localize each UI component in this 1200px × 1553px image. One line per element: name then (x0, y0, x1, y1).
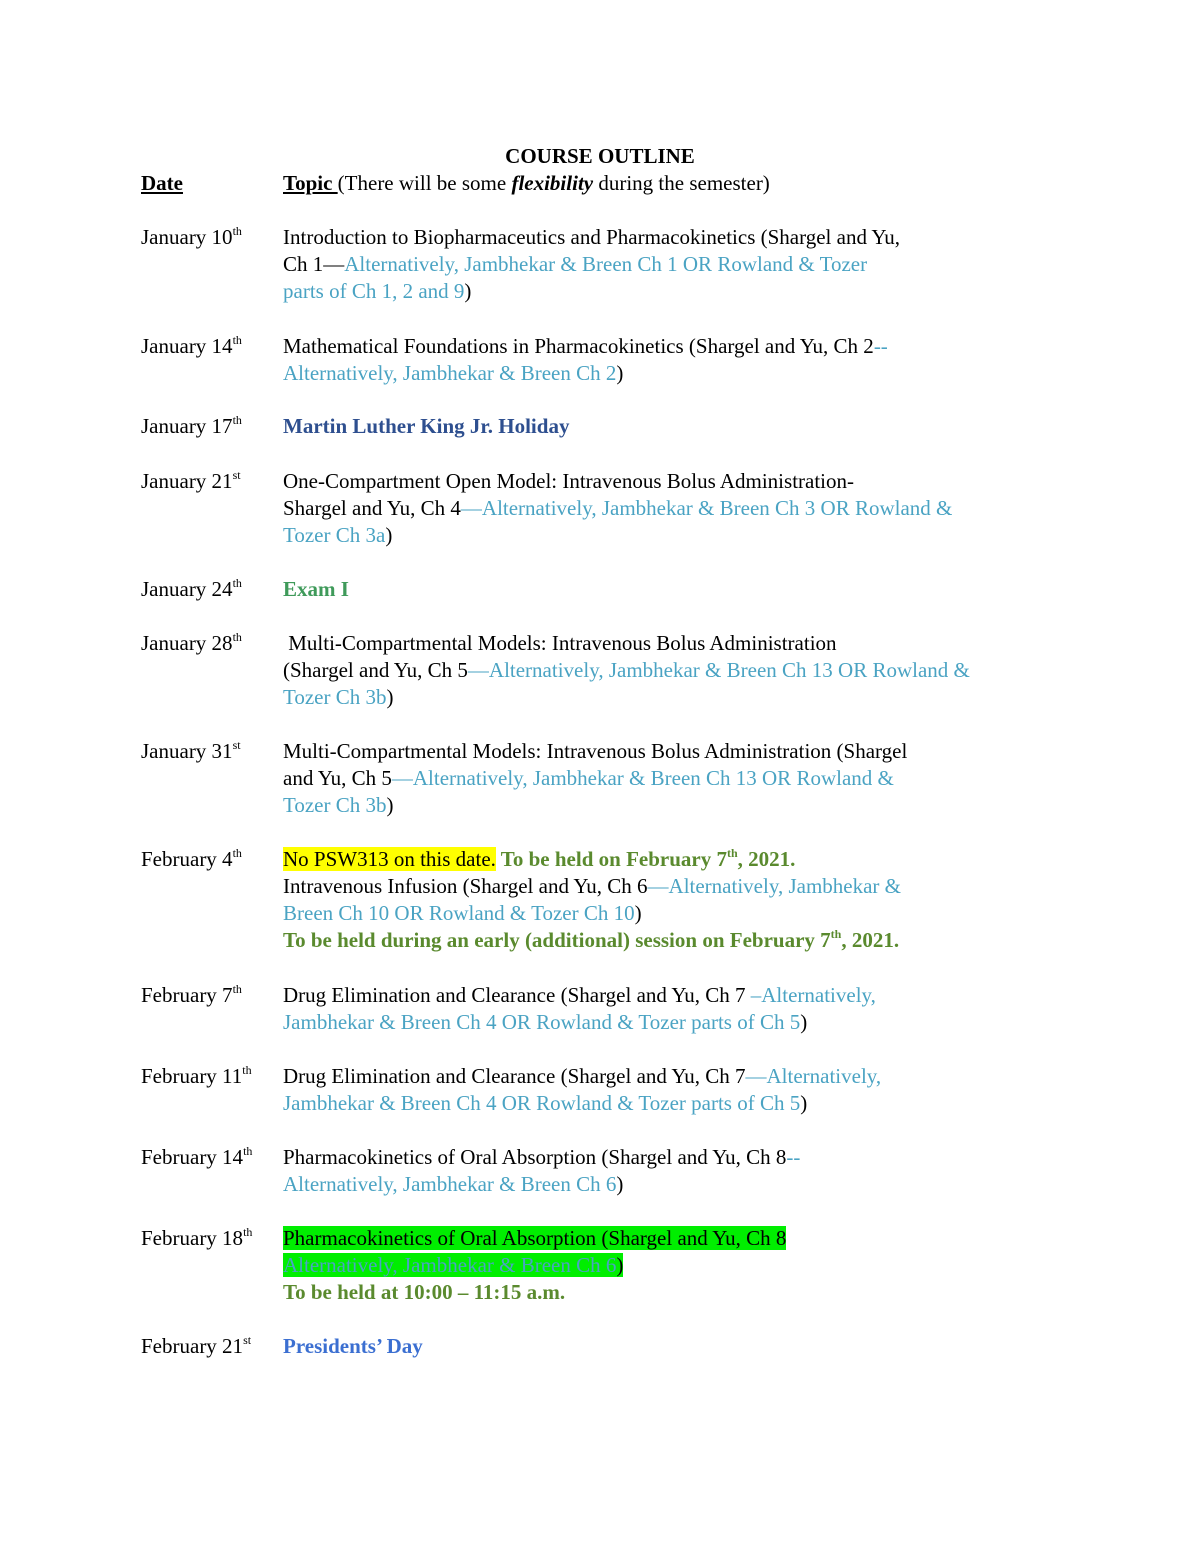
flexibility-note-open: (There will be some (337, 171, 512, 195)
date-column-header: Date (141, 171, 183, 195)
entry-date: February 7th (141, 982, 242, 1007)
entry-date: January 24th (141, 576, 242, 601)
topic-label: Topic (283, 171, 338, 195)
entry-topic: Multi-Compartmental Models: Intravenous Bolus Administration (Shargel and Yu, Ch 5—Alternatively, Jambhekar & Breen Ch 13 OR Rowland & Tozer Ch 3b) (283, 631, 970, 709)
page-title: COURSE OUTLINE (505, 144, 695, 168)
topic-column-header (283, 169, 770, 197)
time-note: To be held at 10:00 – 11:15 a.m. (283, 1280, 566, 1304)
entry-topic: Drug Elimination and Clearance (Shargel and Yu, Ch 7—Alternatively, Jambhekar & Breen Ch 4 OR Rowland & Tozer parts of Ch 5) (283, 1064, 882, 1115)
entry-topic: One-Compartment Open Model: Intravenous Bolus Administration- Shargel and Yu, Ch 4—Alternatively, Jambhekar & Breen Ch 3 OR Rowland & Tozer Ch 3a) (283, 469, 953, 547)
entry-topic (283, 1333, 1083, 1360)
entry-date: January 31st (141, 738, 241, 763)
exam-label: Exam I (283, 577, 349, 601)
cancellation-notice: No PSW313 on this date. (283, 847, 496, 871)
entry-topic: Introduction to Biopharmaceutics and Pharmacokinetics (Shargel and Yu, Ch 1—Alternatively, Jambhekar & Breen Ch 1 OR Rowland & Tozer parts of Ch 1, 2 and 9) (283, 225, 901, 303)
entry-topic (283, 576, 1083, 603)
entry-date: February 14th (141, 1144, 253, 1169)
entry-topic: Drug Elimination and Clearance (Shargel and Yu, Ch 7 –Alternatively, Jambhekar & Breen Ch 4 OR Rowland & Tozer parts of Ch 5) (283, 983, 876, 1034)
entry-date: January 21st (141, 468, 241, 493)
entry-date: January 10th (141, 224, 242, 249)
mlk-holiday-label: Martin Luther King Jr. Holiday (283, 414, 570, 438)
entry-date: February 11th (141, 1063, 252, 1088)
flexibility-note-emphasis: flexibility (511, 171, 594, 195)
entry-date: February 18th (141, 1225, 253, 1250)
entry-date: February 4th (141, 846, 242, 871)
entry-topic (283, 413, 1083, 440)
entry-date: January 28th (141, 630, 242, 655)
presidents-day-label: Presidents’ Day (283, 1334, 423, 1358)
entry-topic: Multi-Compartmental Models: Intravenous Bolus Administration (Shargel and Yu, Ch 5—Alternatively, Jambhekar & Breen Ch 13 OR Rowland & Tozer Ch 3b) (283, 739, 908, 817)
entry-date: January 17th (141, 413, 242, 438)
entry-date: January 14th (141, 333, 242, 358)
entry-date: February 21st (141, 1333, 252, 1358)
entry-topic: Pharmacokinetics of Oral Absorption (Shargel and Yu, Ch 8 Alternatively, Jambhekar & Breen Ch 6) To be held at 10:00 – 11:15 a.m. (283, 1225, 1083, 1306)
entry-topic: Pharmacokinetics of Oral Absorption (Shargel and Yu, Ch 8-- Alternatively, Jambhekar & Breen Ch 6) (283, 1145, 801, 1196)
entry-topic: Mathematical Foundations in Pharmacokinetics (Shargel and Yu, Ch 2-- Alternatively, Jambhekar & Breen Ch 2) (283, 334, 888, 385)
entry-topic: No PSW313 on this date. To be held on February 7th, 2021. Intravenous Infusion (Shargel and Yu, Ch 6—Alternatively, Jambhekar & Breen Ch 10 OR Rowland & Tozer Ch 10) To be held during an early (additional) session on February 7th, 2021. (283, 846, 902, 952)
highlighted-topic: Pharmacokinetics of Oral Absorption (Shargel and Yu, Ch 8 (283, 1226, 787, 1250)
flexibility-note-close: during the semester) (593, 171, 770, 195)
